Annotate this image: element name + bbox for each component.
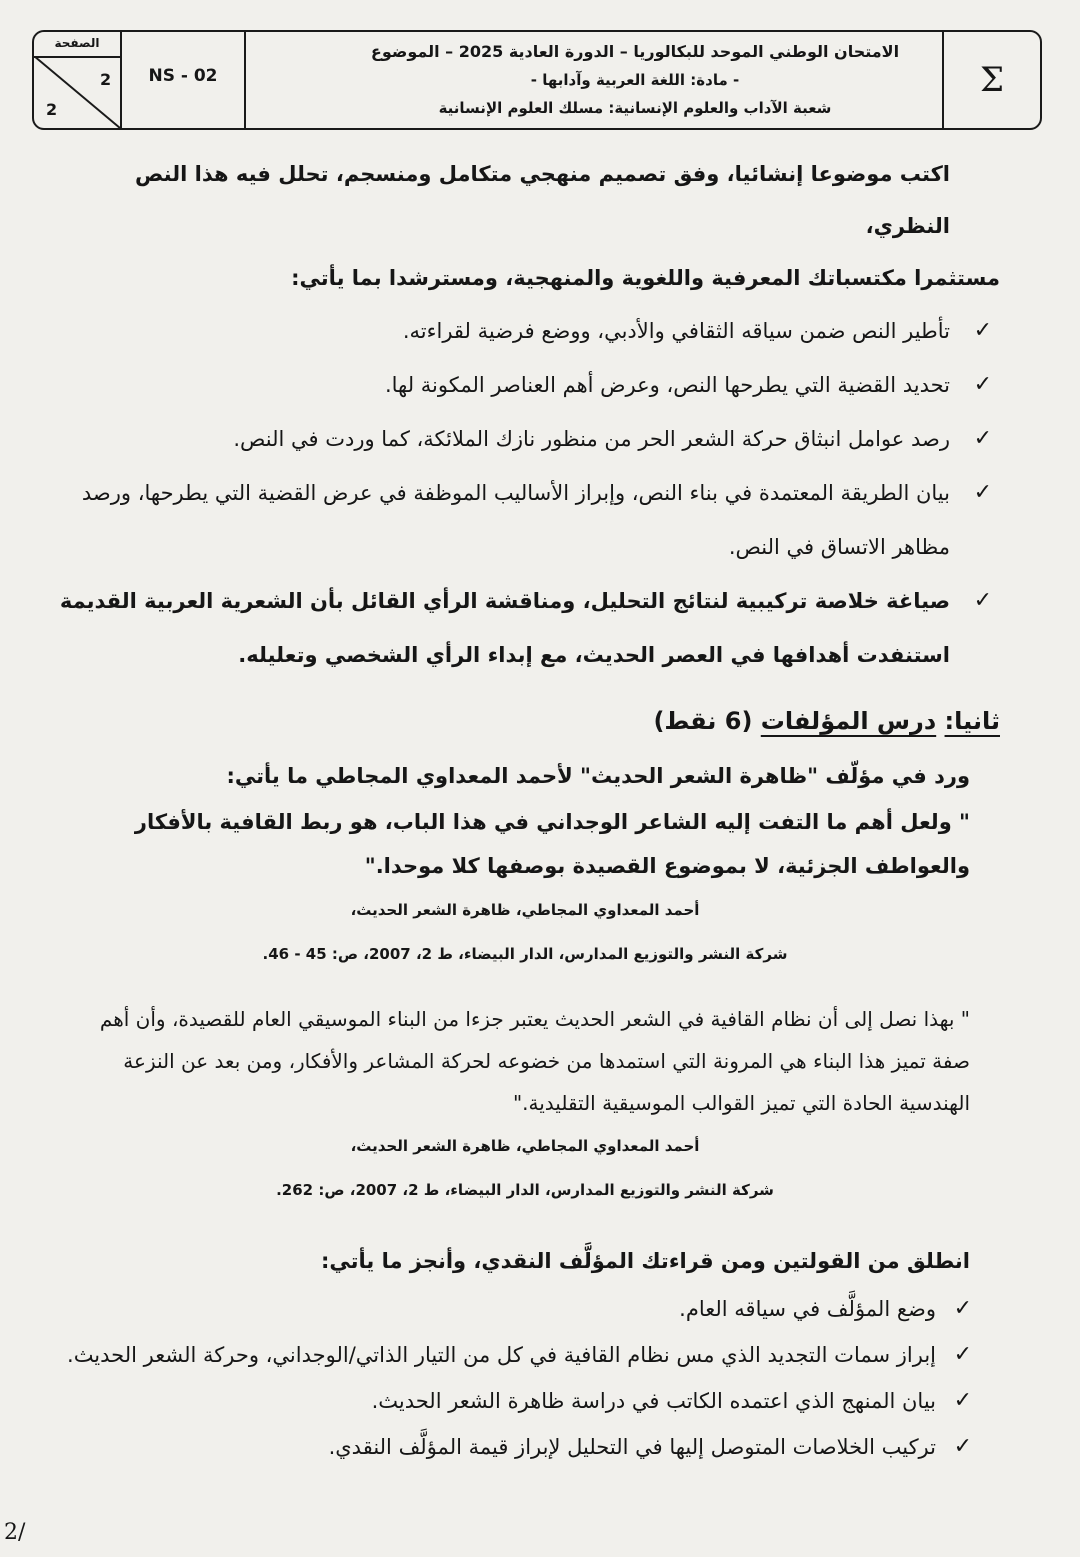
page-total: 2 — [46, 100, 58, 119]
section-2-prefix: ثانيا: — [944, 707, 1000, 735]
tasks-list — [50, 1286, 1000, 1470]
sigma-icon: Σ — [979, 60, 1005, 100]
page-current: 2 — [100, 70, 112, 89]
check-icon: ✓ — [973, 588, 992, 613]
list-item: ✓ رصد عوامل انبثاق حركة الشعر الحر من منظور نازك الملائكة، كما وردت في النص. — [50, 412, 1000, 466]
check-icon: ✓ — [953, 1434, 972, 1459]
list-item: ✓ إبراز سمات التجديد الذي مس نظام القافية في كل من التيار الذاتي/الوجداني، وحركة الشعر الحديث. — [50, 1332, 1000, 1378]
list-item: ✓ بيان المنهج الذي اعتمده الكاتب في دراسة ظاهرة الشعر الحديث. — [50, 1378, 1000, 1424]
citation-2-author: أحمد المعداوي المجاطي، ظاهرة الشعر الحديث، — [350, 1137, 700, 1155]
check-icon: ✓ — [953, 1342, 972, 1367]
exam-content — [50, 148, 1000, 1470]
exam-title: الامتحان الوطني الموحد للبكالوريا – الدورة العادية 2025 – الموضوع — [370, 42, 900, 61]
list-item: ✓ تركيب الخلاصات المتوصل إليها في التحليل لإبراز قيمة المؤلَّف النقدي. — [50, 1424, 1000, 1470]
check-icon: ✓ — [953, 1296, 972, 1321]
citation-2-publisher: شركة النشر والتوزيع المدارس، الدار البيضاء، ط 2، 2007، ص: 262. — [276, 1181, 774, 1199]
page-label: الصفحة — [34, 32, 120, 58]
check-icon: ✓ — [973, 480, 992, 505]
list-item: ✓ صياغة خلاصة تركيبية لنتائج التحليل، ومناقشة الرأي القائل بأن الشعرية العربية القديمة استنفدت أهدافها في العصر الحديث، مع إبداء الرأي الشخصي وتعليله. — [50, 574, 1000, 682]
citation-1-author: أحمد المعداوي المجاطي، ظاهرة الشعر الحديث، — [350, 901, 700, 919]
sigma-box — [942, 32, 1040, 128]
exam-code: NS - 02 — [148, 66, 218, 86]
intro-instructions — [50, 148, 1000, 304]
intro-line-1: اكتب موضوعا إنشائيا، وفق تصميم منهجي متكامل ومنسجم، تحلل فيه هذا النص النظري، — [135, 162, 950, 238]
check-icon: ✓ — [953, 1388, 972, 1413]
list-item: ✓ وضع المؤلَّف في سياقه العام. — [50, 1286, 1000, 1332]
section-2-name: درس المؤلفات — [760, 707, 937, 735]
section-2-title — [50, 696, 1000, 746]
quote-2: " بهذا نصل إلى أن نظام القافية في الشعر الحديث يعتبر جزءا من البناء الموسيقي العام للقصيدة، وأن أهم صفة تميز هذا البناء هي المرونة التي استمدها من خضوعه لحركة المشاعر والأفكار، ومن بعد عن النزعة الهندسية الحادة التي تميز القوالب الموسيقية التقليدية." — [99, 1007, 970, 1115]
list-item: ✓ بيان الطريقة المعتمدة في بناء النص، وإبراز الأساليب الموظفة في عرض القضية التي يطرحها، ورصد مظاهر الاتساق في النص. — [50, 466, 1000, 574]
stream-line: شعبة الآداب والعلوم الإنسانية: مسلك العلوم الإنسانية — [438, 99, 832, 117]
page-number-box — [34, 32, 120, 128]
check-icon: ✓ — [973, 318, 992, 343]
subject-line: - مادة: اللغة العربية وآدابها - — [530, 71, 740, 89]
section-2-instruction: انطلق من القولتين ومن قراءتك المؤلَّف النقدي، وأنجز ما يأتي: — [320, 1249, 970, 1273]
exam-header — [32, 30, 1042, 130]
citation-1-publisher: شركة النشر والتوزيع المدارس، الدار البيضاء، ط 2، 2007، ص: 45 - 46. — [262, 945, 788, 963]
check-icon: ✓ — [973, 426, 992, 451]
list-item: ✓ تأطير النص ضمن سياقه الثقافي والأدبي، ووضع فرضية لقراءته. — [50, 304, 1000, 358]
quote-1: " ولعل أهم ما التفت إليه الشاعر الوجداني في هذا الباب، هو ربط القافية بالأفكار والعواطف الجزئية، لا بموضوع القصيدة بوصفها كلا موحدا." — [134, 810, 970, 878]
analysis-guidelines-list — [50, 304, 1000, 682]
section-2-points: (6 نقط) — [653, 707, 753, 735]
header-title — [330, 38, 940, 122]
list-item: ✓ تحديد القضية التي يطرحها النص، وعرض أهم العناصر المكونة لها. — [50, 358, 1000, 412]
intro-line-2: مستثمرا مكتسباتك المعرفية واللغوية والمنهجية، ومسترشدا بما يأتي: — [291, 266, 1000, 290]
exam-code-box — [120, 32, 246, 128]
section-2-lead: ورد في مؤلّف "ظاهرة الشعر الحديث" لأحمد المعداوي المجاطي ما يأتي: — [226, 764, 970, 788]
handwritten-page-mark: 2/ — [4, 1520, 26, 1545]
check-icon: ✓ — [973, 372, 992, 397]
